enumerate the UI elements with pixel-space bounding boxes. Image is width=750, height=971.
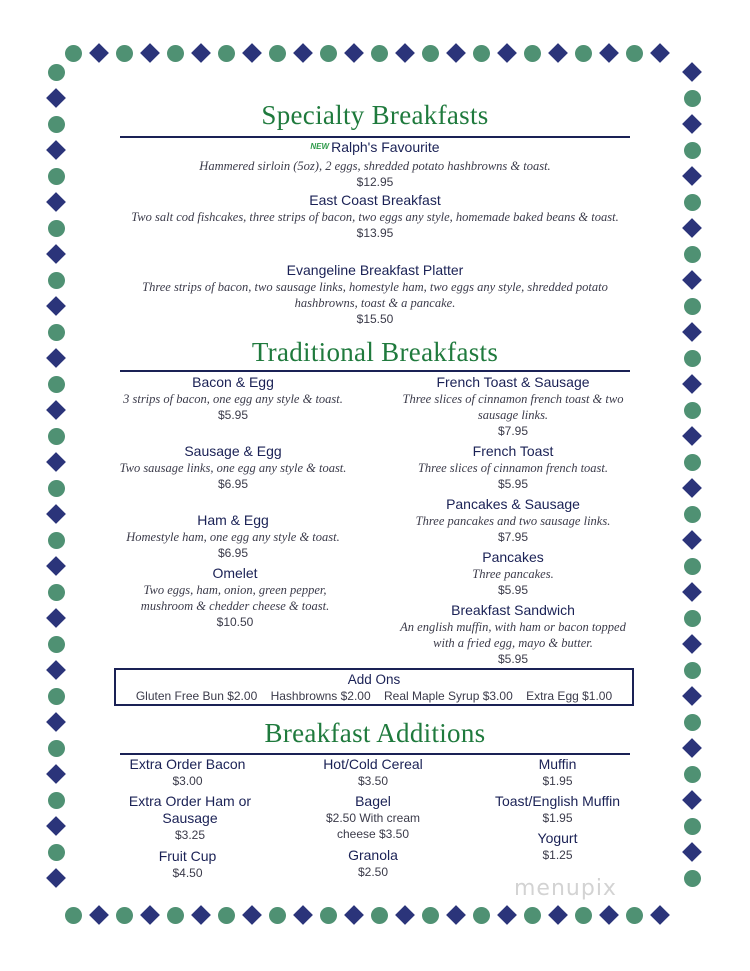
border-diamond	[446, 905, 466, 925]
menu-item	[318, 793, 428, 842]
menu-item	[124, 565, 346, 630]
border-diamond	[682, 166, 702, 186]
item-price: $5.95	[497, 583, 529, 597]
watermark: menupix	[514, 876, 617, 901]
border-diamond	[599, 905, 619, 925]
border-diamond	[46, 608, 66, 628]
border-dot	[684, 298, 701, 315]
border-dot	[320, 45, 337, 62]
new-badge: NEW	[310, 142, 330, 151]
border-dot	[116, 45, 133, 62]
border-diamond	[682, 478, 702, 498]
border-diamond	[344, 905, 364, 925]
border-diamond	[293, 905, 313, 925]
border-dot	[575, 907, 592, 924]
menu-item	[115, 793, 265, 843]
border-diamond	[140, 905, 160, 925]
border-diamond	[446, 43, 466, 63]
item-price: $5.95	[497, 477, 529, 491]
border-dot	[116, 907, 133, 924]
border-dot	[422, 907, 439, 924]
item-desc: Homestyle ham, one egg any style & toast.	[126, 530, 340, 544]
item-desc: Three pancakes and two sausage links.	[415, 514, 611, 528]
border-dot	[684, 454, 701, 471]
item-name: Yogurt	[537, 830, 578, 846]
border-diamond	[650, 905, 670, 925]
item-price: $12.95	[356, 175, 394, 189]
menu-item	[398, 602, 628, 667]
border-diamond	[46, 244, 66, 264]
border-diamond	[46, 140, 66, 160]
border-dot	[684, 506, 701, 523]
border-dot	[48, 792, 65, 809]
border-diamond	[650, 43, 670, 63]
addon-item: Extra Egg $1.00	[526, 689, 613, 703]
border-dot	[48, 532, 65, 549]
item-name: Bacon & Egg	[192, 374, 274, 390]
border-dot	[167, 45, 184, 62]
item-price: $2.50 With cream cheese $3.50	[325, 811, 421, 841]
border-dot	[684, 194, 701, 211]
border-diamond	[191, 905, 211, 925]
border-dot	[48, 64, 65, 81]
specialty-title: Specialty Breakfasts	[261, 100, 489, 130]
item-name: Ham & Egg	[197, 512, 269, 528]
border-dot	[422, 45, 439, 62]
border-diamond	[191, 43, 211, 63]
addon-item: Gluten Free Bun $2.00	[135, 689, 258, 703]
menu-item	[480, 793, 635, 826]
menu-item	[110, 192, 640, 241]
item-name: French Toast	[472, 443, 554, 459]
border-diamond	[682, 426, 702, 446]
traditional-title: Traditional Breakfasts	[251, 337, 499, 367]
border-diamond	[140, 43, 160, 63]
border-diamond	[46, 400, 66, 420]
item-price: $5.95	[497, 652, 529, 666]
item-price: $7.95	[497, 424, 529, 438]
item-price: $13.95	[356, 226, 394, 240]
border-diamond	[548, 43, 568, 63]
border-dot	[48, 272, 65, 289]
border-dot	[218, 907, 235, 924]
border-diamond	[682, 686, 702, 706]
border-diamond	[46, 504, 66, 524]
border-diamond	[395, 905, 415, 925]
menu-item	[115, 756, 260, 789]
menu-item	[115, 374, 351, 423]
traditional-rule	[120, 370, 630, 372]
border-diamond	[46, 452, 66, 472]
item-desc: Three slices of cinnamon french toast.	[417, 461, 609, 475]
item-name: French Toast & Sausage	[436, 374, 590, 390]
addons-box	[114, 668, 634, 706]
border-dot	[524, 45, 541, 62]
item-price: $1.95	[542, 774, 573, 788]
border-diamond	[46, 868, 66, 888]
item-price: $3.50	[357, 774, 389, 788]
item-desc: Two salt cod fishcakes, three strips of bacon, two eggs any style, homemade baked beans & toast.	[131, 210, 619, 224]
border-diamond	[46, 816, 66, 836]
item-name: Evangeline Breakfast Platter	[286, 262, 464, 278]
addons-list	[116, 688, 632, 704]
item-name: Extra Order Bacon	[129, 756, 246, 772]
border-diamond	[548, 905, 568, 925]
menu-item	[298, 847, 448, 880]
border-dot	[684, 142, 701, 159]
additions-rule	[120, 753, 630, 755]
border-diamond	[497, 43, 517, 63]
border-dot	[684, 610, 701, 627]
border-dot	[167, 907, 184, 924]
border-diamond	[682, 634, 702, 654]
item-price: $3.00	[172, 774, 203, 788]
item-desc: 3 strips of bacon, one egg any style & toast.	[123, 392, 343, 406]
item-name: Extra Order Ham or Sausage	[128, 793, 252, 826]
menu-item	[395, 443, 631, 492]
item-name: Pancakes	[482, 549, 544, 565]
border-dot	[48, 688, 65, 705]
border-dot	[320, 907, 337, 924]
border-dot	[48, 168, 65, 185]
border-diamond	[682, 790, 702, 810]
border-diamond	[46, 556, 66, 576]
menu-item	[110, 262, 640, 327]
menu-item	[115, 443, 351, 492]
item-desc: Three strips of bacon, two sausage links, homestyle ham, two eggs any style, shredded potato hashbrowns, toast & a pancake.	[142, 280, 608, 310]
menu-item	[480, 756, 635, 789]
item-price: $4.50	[172, 866, 203, 880]
border-dot	[371, 907, 388, 924]
item-name: Granola	[348, 847, 398, 863]
border-diamond	[89, 905, 109, 925]
addon-item: Hashbrowns $2.00	[270, 689, 371, 703]
item-price: $3.25	[174, 828, 206, 842]
menu-item	[110, 139, 640, 190]
item-desc: Two eggs, ham, onion, green pepper, mushroom & chedder cheese & toast.	[140, 583, 330, 613]
border-dot	[371, 45, 388, 62]
border-dot	[684, 558, 701, 575]
border-dot	[48, 428, 65, 445]
border-dot	[48, 220, 65, 237]
border-dot	[269, 45, 286, 62]
border-diamond	[682, 374, 702, 394]
border-diamond	[395, 43, 415, 63]
item-desc: Hammered sirloin (5oz), 2 eggs, shredded potato hashbrowns & toast.	[199, 159, 551, 173]
item-desc: Two sausage links, one egg any style & toast.	[119, 461, 347, 475]
item-desc: Three slices of cinnamon french toast & two sausage links.	[402, 392, 624, 422]
item-price: $15.50	[356, 312, 394, 326]
item-price: $1.25	[542, 848, 573, 862]
additions-title: Breakfast Additions	[264, 718, 486, 748]
border-diamond	[46, 192, 66, 212]
item-price: $6.95	[217, 546, 249, 560]
border-dot	[48, 480, 65, 497]
menu-item	[298, 756, 448, 789]
item-name: Fruit Cup	[158, 848, 217, 864]
item-name: Bagel	[355, 793, 391, 809]
border-diamond	[46, 660, 66, 680]
border-dot	[48, 844, 65, 861]
border-dot	[48, 376, 65, 393]
addons-title: Add Ons	[347, 672, 401, 687]
item-price: $6.95	[217, 477, 249, 491]
border-dot	[218, 45, 235, 62]
addon-item: Real Maple Syrup $3.00	[384, 689, 513, 703]
item-price: $7.95	[497, 530, 529, 544]
border-dot	[65, 45, 82, 62]
border-dot	[524, 907, 541, 924]
menu-item	[480, 830, 635, 863]
item-price: $1.95	[542, 811, 573, 825]
item-name: $^{NEW}$ Ralph's Favourite	[310, 139, 440, 155]
border-dot	[684, 662, 701, 679]
item-desc: An english muffin, with ham or bacon topped with a fried egg, mayo & butter.	[400, 620, 626, 650]
border-diamond	[682, 270, 702, 290]
border-dot	[684, 870, 701, 887]
border-diamond	[242, 43, 262, 63]
item-price: $2.50	[357, 865, 389, 879]
border-dot	[684, 818, 701, 835]
border-dot	[684, 766, 701, 783]
menu-item	[110, 512, 356, 561]
border-dot	[269, 907, 286, 924]
item-name: Sausage & Egg	[184, 443, 282, 459]
border-diamond	[46, 764, 66, 784]
border-diamond	[497, 905, 517, 925]
menu-item	[395, 496, 631, 545]
border-diamond	[682, 582, 702, 602]
item-name: East Coast Breakfast	[309, 192, 441, 208]
border-diamond	[89, 43, 109, 63]
specialty-rule	[120, 136, 630, 138]
item-name: Muffin	[538, 756, 577, 772]
border-dot	[684, 402, 701, 419]
item-name: Omelet	[212, 565, 258, 581]
border-dot	[684, 246, 701, 263]
border-diamond	[293, 43, 313, 63]
border-dot	[48, 636, 65, 653]
item-price: $10.50	[216, 615, 254, 629]
border-diamond	[682, 62, 702, 82]
item-price: $5.95	[217, 408, 249, 422]
menu-item	[115, 848, 260, 881]
border-dot	[473, 45, 490, 62]
item-name: Toast/English Muffin	[494, 793, 621, 809]
border-diamond	[46, 296, 66, 316]
border-diamond	[682, 842, 702, 862]
border-diamond	[682, 218, 702, 238]
menu-item	[395, 549, 631, 598]
border-diamond	[599, 43, 619, 63]
item-name: Hot/Cold Cereal	[323, 756, 423, 772]
item-name: Breakfast Sandwich	[451, 602, 575, 618]
border-dot	[473, 907, 490, 924]
item-name: Pancakes & Sausage	[446, 496, 580, 512]
border-dot	[48, 584, 65, 601]
menu-item	[395, 374, 631, 439]
border-dot	[575, 45, 592, 62]
border-diamond	[344, 43, 364, 63]
border-dot	[65, 907, 82, 924]
item-desc: Three pancakes.	[472, 567, 554, 581]
border-dot	[626, 907, 643, 924]
border-diamond	[242, 905, 262, 925]
border-diamond	[682, 530, 702, 550]
border-dot	[626, 45, 643, 62]
